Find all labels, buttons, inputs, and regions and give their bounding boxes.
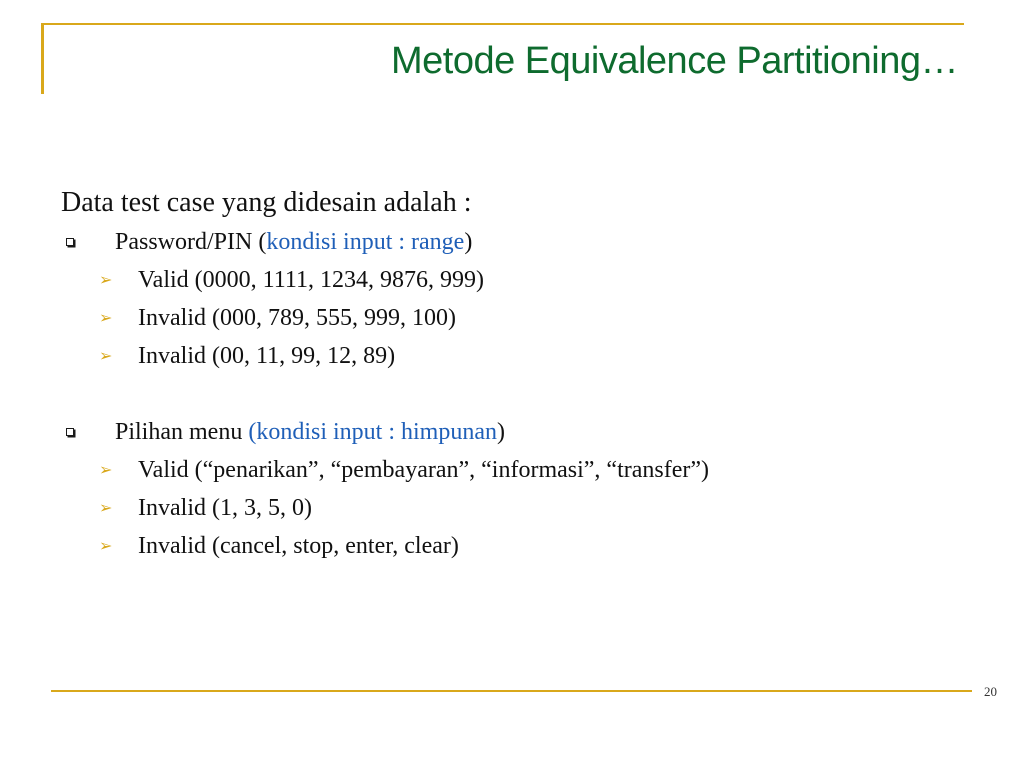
list-item [61,489,961,527]
slide-title: Metode Equivalence Partitioning… [390,40,958,82]
section-condition: kondisi input : range [266,229,465,255]
list-item [61,261,961,299]
arrow-bullet-icon: ➢ [99,536,113,555]
list-item-text: Invalid (cancel, stop, enter, clear) [138,533,459,559]
arrow-bullet-icon: ➢ [99,346,113,365]
frame-left-accent [41,23,44,94]
footer-divider [51,690,972,692]
section-password-pin [61,223,961,261]
square-bullet-icon [66,428,74,436]
list-item-text: Invalid (00, 11, 99, 12, 89) [138,343,396,369]
list-item-text: Valid (0000, 1111, 1234, 9876, 999) [138,267,484,293]
list-item-text: Invalid (1, 3, 5, 0) [138,495,312,521]
list-item [61,527,961,565]
section-pilihan-menu [61,413,961,451]
list-item [61,451,961,489]
section-label: Password/PIN ( [115,229,267,255]
list-item-text: Valid (“penarikan”, “pembayaran”, “informasi”, “transfer”) [138,457,710,483]
arrow-bullet-icon: ➢ [99,498,113,517]
section-suffix: ) [497,419,505,445]
arrow-bullet-icon: ➢ [99,308,113,327]
square-bullet-icon [66,238,74,246]
page-number: 20 [984,684,997,699]
section-label: Pilihan menu [115,419,249,445]
intro-text: Data test case yang didesain adalah : [61,187,472,218]
section-spacer [61,375,961,413]
list-item [61,299,961,337]
section-suffix: ) [464,229,473,255]
arrow-bullet-icon: ➢ [99,460,113,479]
list-item [61,337,961,375]
slide-content [61,183,961,565]
frame-top-accent [41,23,964,25]
arrow-bullet-icon: ➢ [99,270,113,289]
list-item-text: Invalid (000, 789, 555, 999, 100) [138,305,456,331]
section-condition: (kondisi input : himpunan [248,419,497,445]
